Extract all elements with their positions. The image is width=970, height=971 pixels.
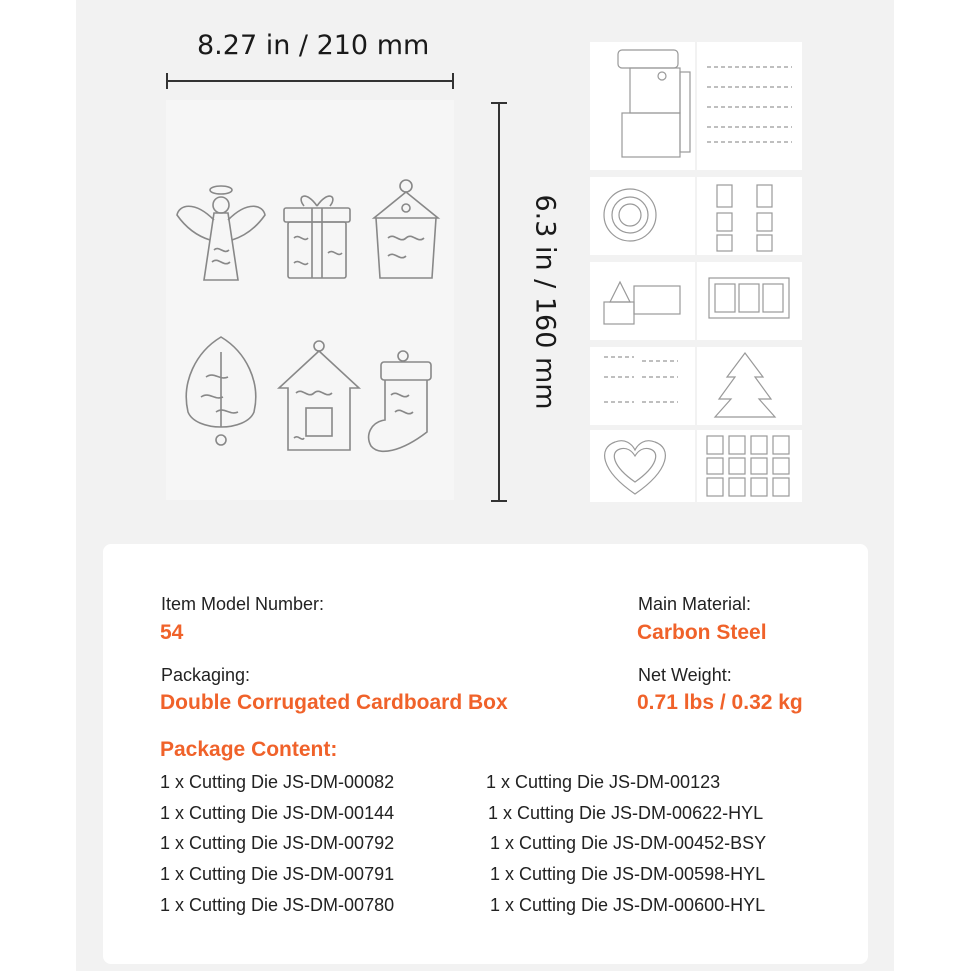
packaging-label: Packaging: [161, 665, 251, 685]
thumbnail-pocket [590, 262, 695, 340]
width-line-cap-left [166, 73, 168, 89]
thumbnail-box [590, 42, 695, 170]
material-value: Carbon Steel [637, 621, 767, 644]
thumbnail-tree [697, 347, 802, 425]
numbers-die-icon [590, 347, 695, 425]
model-value: 54 [160, 621, 184, 644]
package-item: 1 x Cutting Die JS-DM-00792 [160, 833, 395, 853]
pocket-die-icon [590, 262, 695, 340]
package-item: 1 x Cutting Die JS-DM-00622-HYL [488, 803, 764, 823]
packaging-value: Double Corrugated Cardboard Box [160, 691, 508, 714]
film-frame-die-icon [697, 262, 802, 340]
package-item: 1 x Cutting Die JS-DM-00791 [160, 864, 395, 884]
weight-value: 0.71 lbs / 0.32 kg [637, 691, 803, 714]
ornaments-die-icon [697, 177, 802, 255]
width-dimension-line [166, 80, 454, 82]
package-item: 1 x Cutting Die JS-DM-00600-HYL [490, 895, 766, 915]
package-item: 1 x Cutting Die JS-DM-00082 [160, 772, 395, 792]
stocking-die-icon [361, 350, 441, 460]
alphabet-die-icon [697, 42, 802, 170]
height-dimension-line [498, 102, 500, 502]
tree-die-icon [697, 347, 802, 425]
thumbnail-tags [697, 430, 802, 502]
leaf-die-icon [176, 332, 266, 447]
package-content-title: Package Content: [160, 738, 338, 761]
tags-die-icon [697, 430, 802, 502]
thumbnail-heart [590, 430, 695, 502]
box-die-icon [590, 42, 695, 170]
material-label: Main Material: [638, 594, 752, 614]
width-line-cap-right [452, 73, 454, 89]
height-dimension-label: 6.3 in / 160 mm [529, 194, 561, 410]
angel-die-icon [174, 180, 269, 285]
heart-die-icon [590, 430, 695, 502]
thumbnail-numbers [590, 347, 695, 425]
gift-box-die-icon [276, 188, 358, 283]
package-item: 1 x Cutting Die JS-DM-00123 [486, 772, 721, 792]
thumbnail-circles [590, 177, 695, 255]
thumbnail-film [697, 262, 802, 340]
weight-label: Net Weight: [638, 665, 732, 685]
lantern-die-icon [366, 178, 446, 288]
package-item: 1 x Cutting Die JS-DM-00144 [160, 803, 395, 823]
package-item: 1 x Cutting Die JS-DM-00780 [160, 895, 395, 915]
thumbnail-ornaments [697, 177, 802, 255]
package-item: 1 x Cutting Die JS-DM-00452-BSY [490, 833, 767, 853]
height-line-cap-bottom [491, 500, 507, 502]
die-sheet [166, 100, 454, 500]
house-die-icon [274, 338, 364, 453]
model-label: Item Model Number: [161, 594, 325, 614]
circle-frames-die-icon [590, 177, 695, 255]
height-line-cap-top [491, 102, 507, 104]
package-item: 1 x Cutting Die JS-DM-00598-HYL [490, 864, 766, 884]
width-dimension-label: 8.27 in / 210 mm [197, 30, 430, 61]
thumbnail-alphabet [697, 42, 802, 170]
